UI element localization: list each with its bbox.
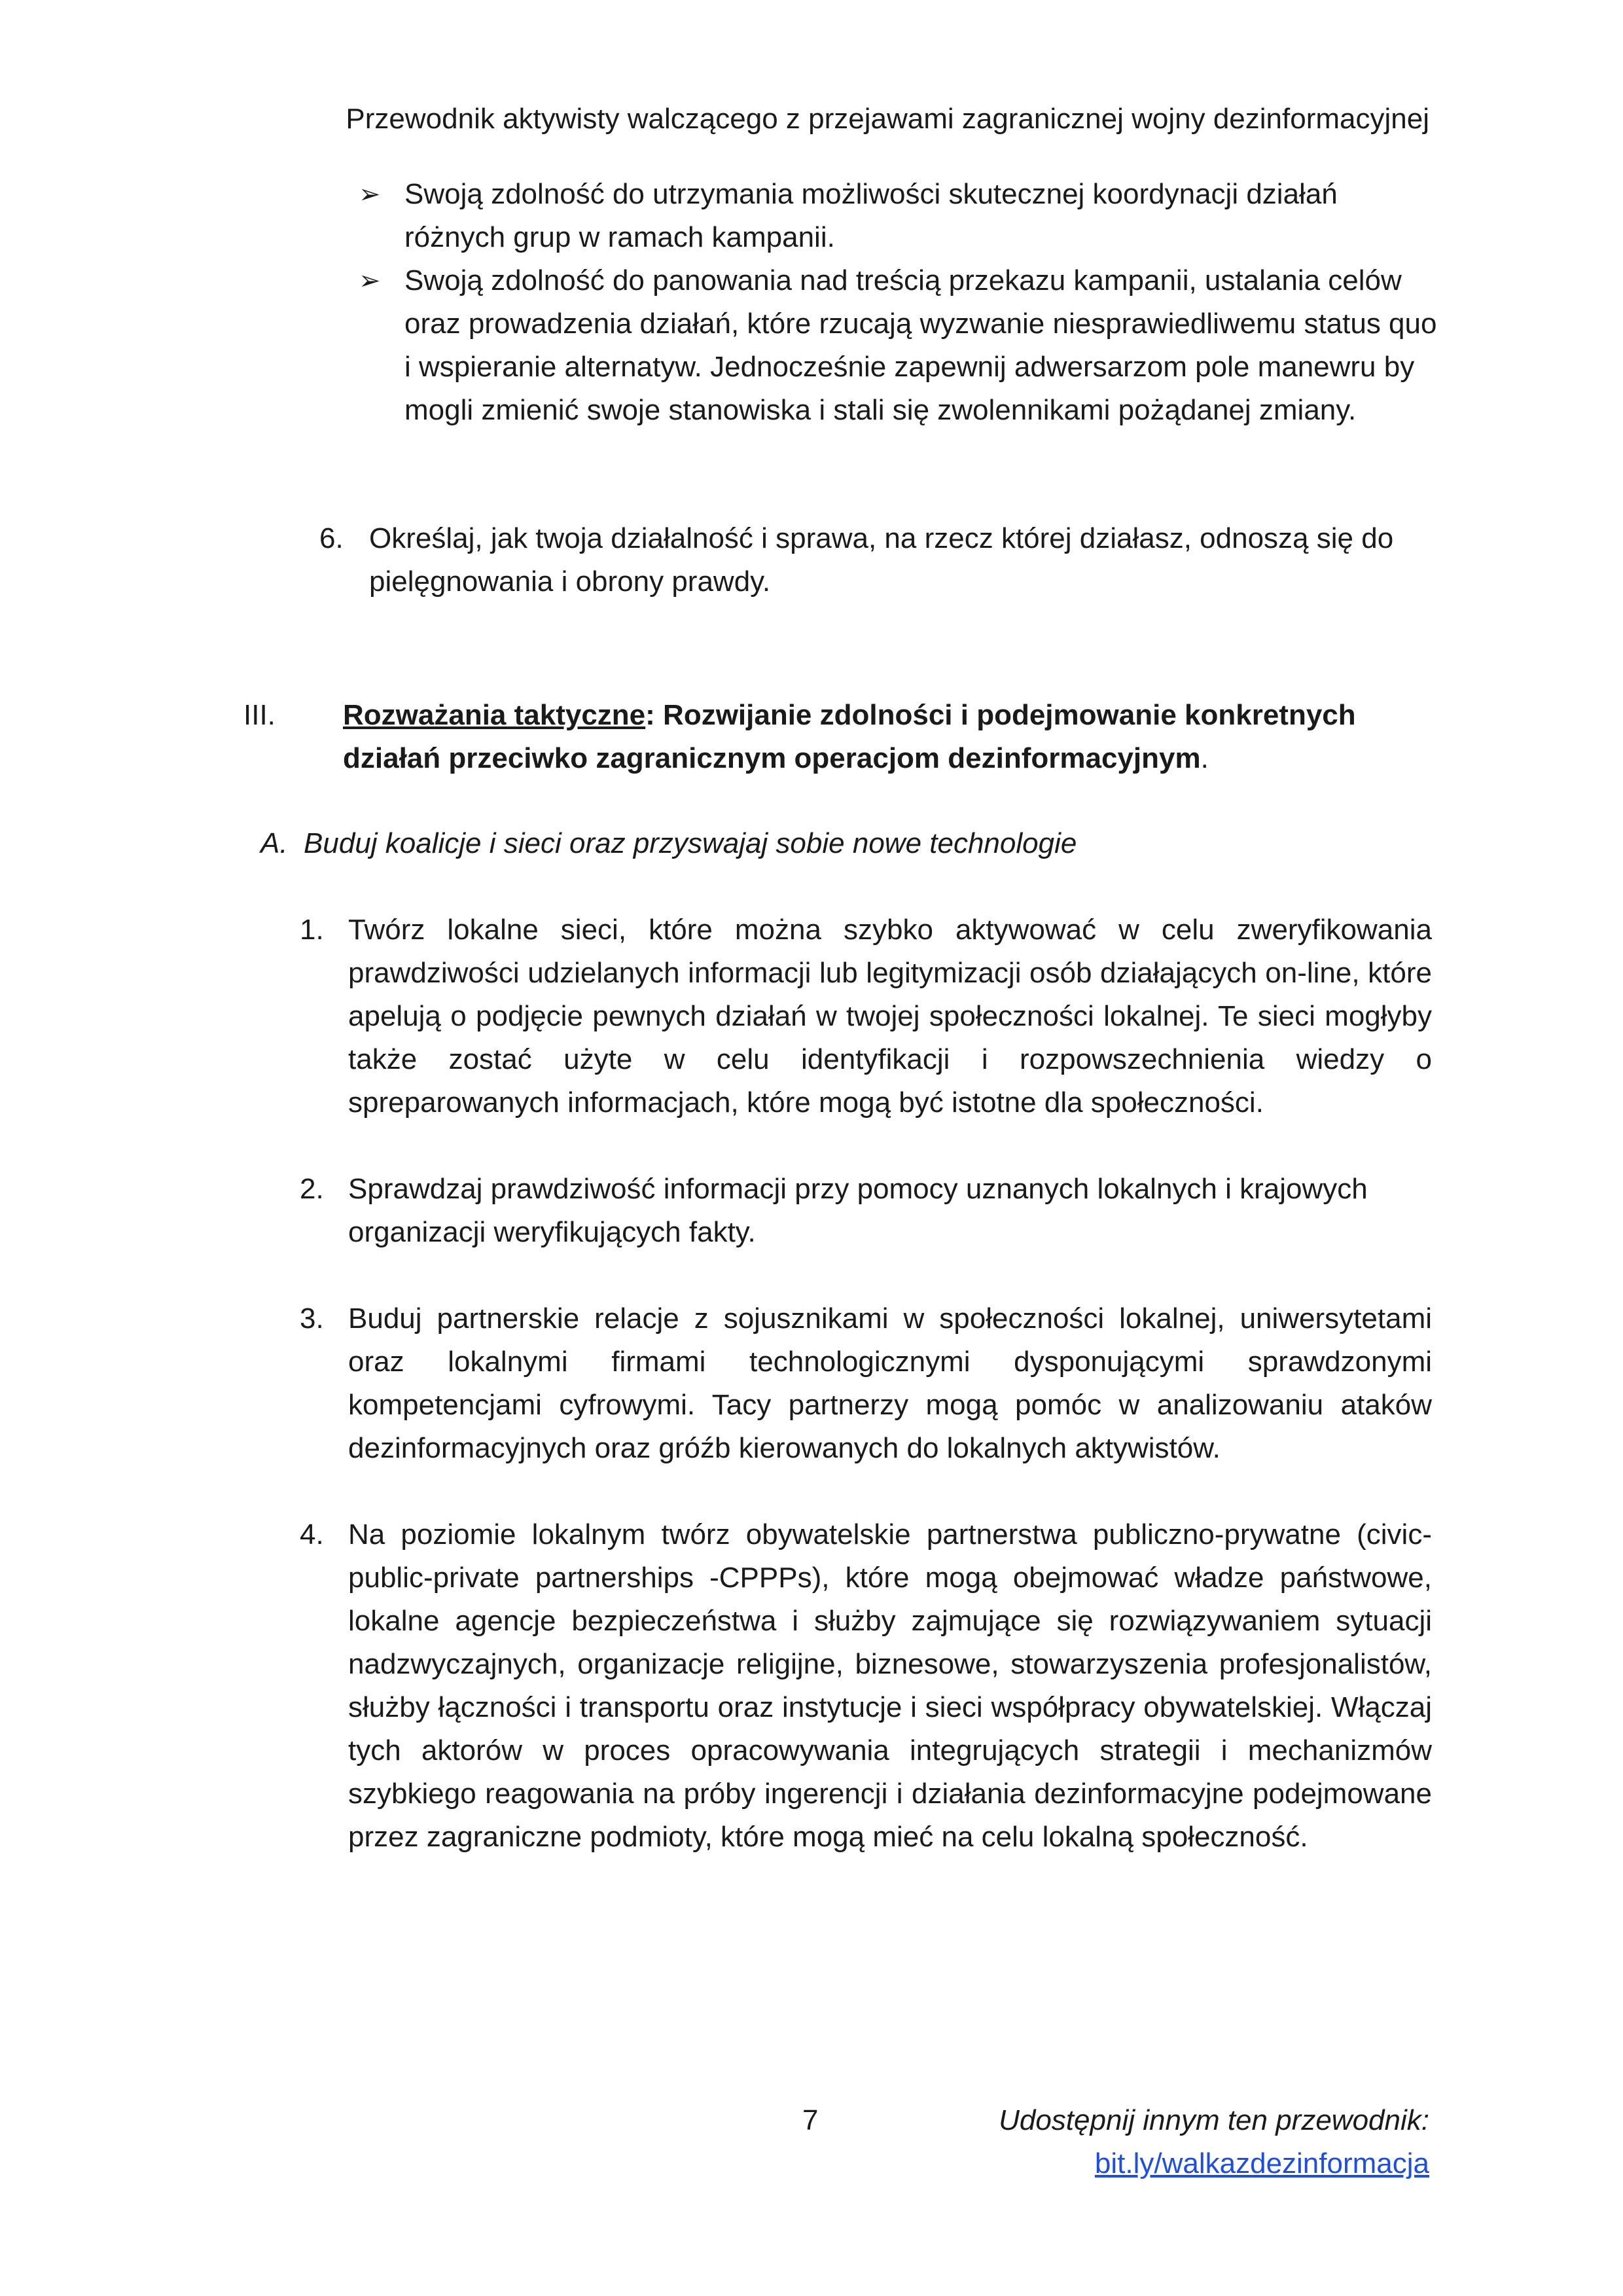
- item-text: Sprawdzaj prawdziwość informacji przy pomocy uznanych lokalnych i krajowych organizacji weryfikujących fakty.: [348, 1173, 1368, 1248]
- subsection-label: A.: [260, 827, 288, 859]
- item-text: Określaj, jak twoja działalność i sprawa, na rzecz której działasz, odnoszą się do pielęgnowania i obrony prawdy.: [369, 522, 1394, 598]
- item-text: Twórz lokalne sieci, które można szybko aktywować w celu zweryfikowania prawdziwości udzielanych informacji lub legitymizacji osób działających on-line, które apelują o podjęcie pewnych działań w twojej społeczności lokalnej. Te sieci mogłyby także zostać użyte w celu identyfikacji i rozpowszechnienia wiedzy o spreparowanych informacjach, które mogą być istotne dla społeczności.: [348, 914, 1432, 1119]
- arrow-bullet-icon: ➢: [359, 180, 381, 209]
- arrow-bullet-icon: ➢: [359, 266, 381, 295]
- numbered-item-3: [300, 1297, 1432, 1470]
- item-text: Buduj partnerskie relacje z sojusznikami w społeczności lokalnej, uniwersytetami oraz lokalnymi firmami technologicznymi dysponującymi sprawdzonymi kompetencjami cyfrowymi. Tacy partnerzy mogą pomóc w analizowaniu ataków dezinformacyjnych oraz gróźb kierowanych do lokalnych aktywistów.: [348, 1302, 1432, 1464]
- page-number: 7: [802, 2104, 819, 2136]
- numbered-item-4: [300, 1513, 1432, 1859]
- subsection-title: Buduj koalicje i sieci oraz przyswajaj sobie nowe technologie: [304, 827, 1077, 859]
- numbered-item-1: [300, 908, 1432, 1124]
- item-text: Na poziomie lokalnym twórz obywatelskie partnerstwa publiczno-prywatne (civic-public-private partnerships -CPPPs), które mogą obejmować władze państwowe, lokalne agencje bezpieczeństwa i służby zajmujące się rozwiązywaniem sytuacji nadzwyczajnych, organizacje religijne, biznesowe, stowarzyszenia profesjonalistów, służby łączności i transportu oraz instytucje i sieci współpracy obywatelskiej. Włączaj tych aktorów w proces opracowywania integrujących strategii i mechanizmów szybkiego reagowania na próby ingerencji i działania dezinformacyjne podejmowane przez zagraniczne podmioty, które mogą mieć na celu lokalną społeczność.: [348, 1518, 1432, 1853]
- item-number: 3.: [300, 1302, 324, 1335]
- section-title-end: .: [1200, 742, 1209, 774]
- bullet-item: [359, 173, 1432, 259]
- item-number: 6.: [319, 522, 344, 554]
- bullet-text: Swoją zdolność do panowania nad treścią przekazu kampanii, ustalania celów oraz prowadzenia działań, które rzucają wyzwanie niesprawiedliwemu status quo i wspieranie alternatyw. Jednocześnie zapewnij adwersarzom pole manewru by mogli zmienić swoje stanowiska i stali się zwolennikami pożądanej zmiany.: [404, 264, 1437, 426]
- item-number: 1.: [300, 914, 324, 946]
- item-number: 2.: [300, 1173, 324, 1205]
- section-title-rest: Rozwijanie zdolności i podejmowanie konkretnych działań przeciwko zagranicznym operacjom dezinformacyjnym: [343, 699, 1356, 774]
- section-title-underlined: Rozważania taktyczne: [343, 699, 646, 731]
- section-title-colon: :: [645, 699, 655, 731]
- numbered-item-6: [319, 517, 1432, 603]
- share-text: Udostępnij innym ten przewodnik:: [999, 2104, 1429, 2136]
- bullet-item: [359, 259, 1437, 432]
- share-link[interactable]: bit.ly/walkazdezinformacja: [1094, 2147, 1429, 2179]
- numbered-item-2: [300, 1168, 1432, 1254]
- running-header: Przewodnik aktywisty walczącego z przejawami zagranicznej wojny dezinformacyjnej: [346, 103, 1429, 135]
- section-number: III.: [243, 699, 276, 731]
- subsection-heading: [260, 822, 1077, 865]
- bullet-text: Swoją zdolność do utrzymania możliwości skutecznej koordynacji działań różnych grup w ramach kampanii.: [404, 178, 1338, 253]
- item-number: 4.: [300, 1518, 324, 1551]
- section-title: [343, 694, 1435, 780]
- section-heading: [243, 694, 1435, 780]
